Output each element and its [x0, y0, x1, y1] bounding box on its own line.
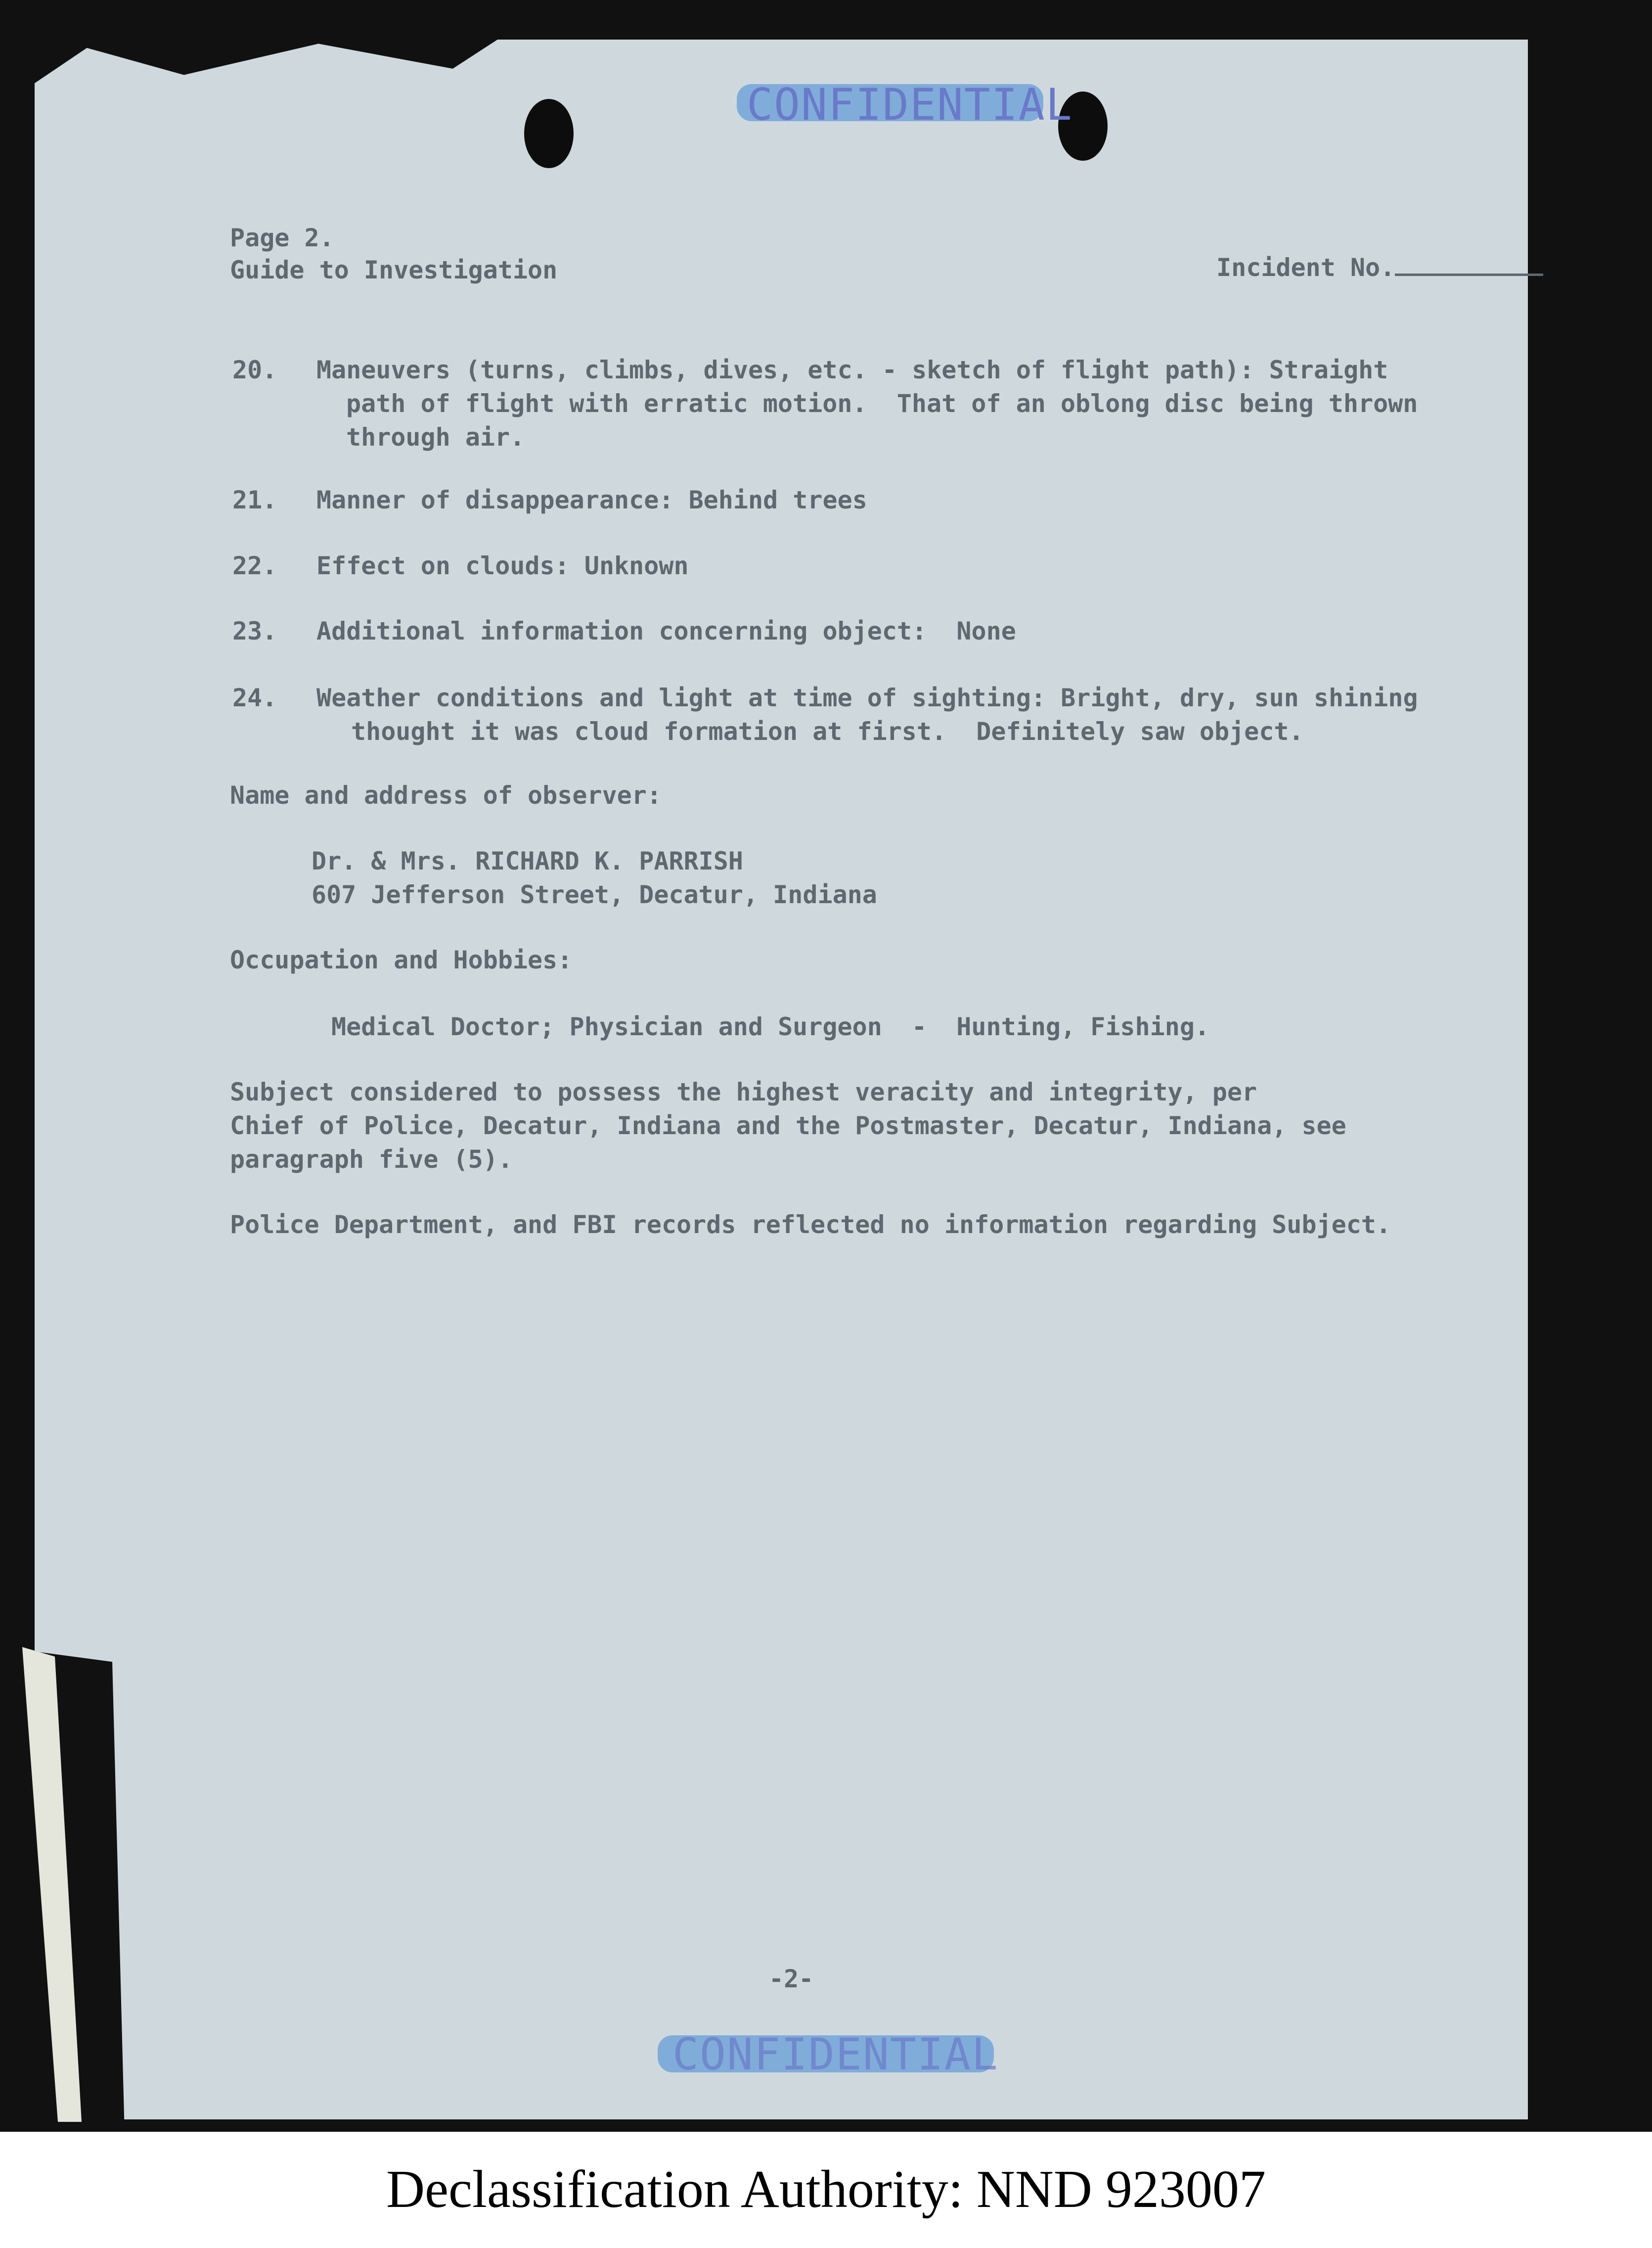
- item-20-line-1: Maneuvers (turns, climbs, dives, etc. - sketch of flight path): Straight: [316, 356, 1388, 384]
- occupation-heading: Occupation and Hobbies:: [230, 946, 573, 974]
- item-24-line-1: Weather conditions and light at time of sighting: Bright, dry, sun shining: [316, 684, 1418, 712]
- item-20-line-2: path of flight with erratic motion. That of an oblong disc being thrown: [346, 389, 1418, 418]
- veracity-line-1: Subject considered to possess the highest veracity and integrity, per: [230, 1078, 1257, 1106]
- incident-label-text: Incident No.: [1216, 253, 1395, 282]
- footer-bar: [0, 2132, 1652, 2248]
- veracity-line-3: paragraph five (5).: [230, 1145, 513, 1174]
- item-21-text: Manner of disappearance: Behind trees: [316, 486, 867, 514]
- confidential-stamp-top: CONFIDENTIAL: [747, 79, 1073, 130]
- records-statement: Police Department, and FBI records reflected no information regarding Subject.: [230, 1210, 1391, 1239]
- page-number: -2-: [769, 1965, 814, 1993]
- item-22-text: Effect on clouds: Unknown: [316, 551, 689, 580]
- observer-address: 607 Jefferson Street, Decatur, Indiana: [312, 880, 877, 909]
- occupation-value: Medical Doctor; Physician and Surgeon - Hunting, Fishing.: [331, 1012, 1210, 1041]
- item-24-number: 24.: [232, 684, 277, 712]
- item-20-line-3: through air.: [346, 423, 525, 452]
- guide-title: Guide to Investigation: [230, 256, 558, 284]
- item-20-number: 20.: [232, 356, 277, 384]
- item-22-number: 22.: [232, 551, 277, 580]
- observer-heading: Name and address of observer:: [230, 781, 662, 810]
- incident-number-blank: [1395, 274, 1543, 276]
- item-23-text: Additional information concerning object: None: [316, 617, 1016, 645]
- incident-number-label: [1216, 250, 1543, 285]
- item-24-line-2: thought it was cloud formation at first. Definitely saw object.: [351, 717, 1304, 746]
- declassification-authority: Declassification Authority: NND 923007: [386, 2160, 1266, 2219]
- item-21-number: 21.: [232, 486, 277, 514]
- observer-name: Dr. & Mrs. RICHARD K. PARRISH: [312, 847, 743, 875]
- confidential-stamp-bottom: CONFIDENTIAL: [672, 2029, 999, 2080]
- item-23-number: 23.: [232, 617, 277, 645]
- veracity-line-2: Chief of Police, Decatur, Indiana and the Postmaster, Decatur, Indiana, see: [230, 1111, 1346, 1140]
- punch-hole-left: [524, 99, 574, 168]
- page-label: Page 2.: [230, 224, 334, 252]
